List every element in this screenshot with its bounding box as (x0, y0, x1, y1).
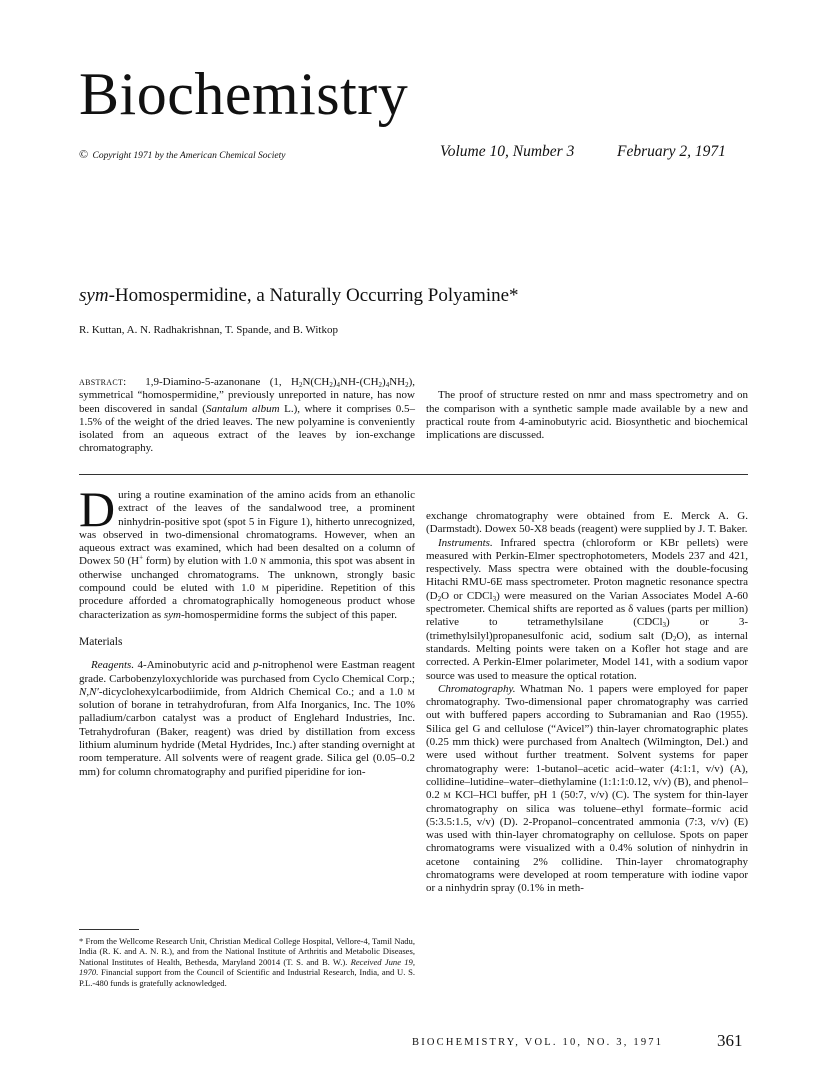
footnote-rule (79, 929, 139, 930)
page-number: 361 (717, 1031, 743, 1050)
issue-date: February 2, 1971 (617, 143, 726, 160)
body-left-column (79, 481, 415, 779)
volume-number: Volume 10, Number 3 (440, 143, 575, 160)
chromatography-paragraph: Chromatography. Whatman No. 1 papers were employed for paper chromatography. Two-dimensional paper chromatography was carried out with buffered papers according to Subramanian and Rao (1955). Silica gel G and cellulose (“Avicel”) thin-layer chromatographic plates (0.25 mm thick) were purchased from Analtech (Wilmington, Del.) and were used without further treatment. Solvent systems for paper chromatography were: 1-butanol–acetic acid–water (4:1:1, v/v) (A), collidine–lutidine–water–diethylamine (1:1:1:0.12, v/v) (B), and phenol–0.2 m KCl–HCl buffer, pH 1 (50:7, v/v) (C). The system for thin-layer chromatography on silica was toluene–ethyl formate–formic acid (5:3.5:1.5, v/v) (D). 2-Propanol–concentrated ammonia (7:3, v/v) (E) was used with thin-layer chromatography on cellulose. Spots on paper chromatograms were visualized with a 0.4% solution of ninhydrin in acetone containing 2% collidine. Thin-layer chromatography chromatograms were developed at room temperature with iodine vapor or a ninhydrin spray (0.1% in meth- (426, 682, 749, 895)
intro-paragraph: During a routine examination of the amino acids from an ethanolic extract of the leaves of the sandalwood tree, a prominent ninhydrin-positive spot (spot 5 in Figure 1), hitherto unrecognized, was observed in two-dimensional chromatograms. However, when an aqueous extract was examined, which had been desalted on a column of Dowex 50 (H+ form) by elution with 1.0 n ammonia, this spot was absent in otherwise unchanged chromatograms. The unknown, strongly basic compound could be eluted with 1.0 m piperidine. Repetition of this procedure afforded a chromatographically homogeneous product whose characterization as sym-homospermidine forms the subject of this paper. (79, 481, 415, 621)
drop-cap: D (79, 481, 116, 537)
right-continuation: exchange chromatography were obtained from E. Merck A. G. (Darmstadt). Dowex 50-X8 beads (reagent) were supplied by J. T. Baker. (426, 510, 748, 536)
running-footer: BIOCHEMISTRY, VOL. 10, NO. 3, 1971 (412, 1037, 664, 1048)
author-list: R. Kuttan, A. N. Radhakrishnan, T. Spande, and B. Witkop (79, 324, 338, 336)
abstract-right (426, 376, 748, 442)
copyright-line (79, 147, 285, 162)
abstract-paragraph-1: abstract: 1,9-Diamino-5-azanonane (1, $H_2N(CH_2)_4NH-(CH_2)_4NH_2$), symmetrical “homospermidine,” previously unreported in nature, has now been discovered in sandal (Santalum album L.), where it comprises 0.5–1.5% of the weight of the dried leaves. The new polyamine is conveniently isolated from an aqueous extract of the leaves by ion-exchange chromatography. (79, 376, 416, 455)
abstract-left (79, 376, 415, 456)
section-divider (79, 474, 748, 475)
instruments-paragraph: Instruments. Infrared spectra (chloroform or KBr pellets) were measured with Perkin-Elmer spectrophotometers, Models 237 and 421, respectively. Mass spectra were obtained with the double-focusing Hitachi RMU-6E mass spectrometer. Proton magnetic resonance spectra ($D_2O$ or CDCl$_3$) were measured on the Varian Associates Model A-60 spectrometer. Chemical shifts are reported as δ values (parts per million) relative to tetramethylsilane (CDCl$_3$) or 3-(trimethylsilyl)propanesulfonic acid, sodium salt $(D_2O)$, as internal standards. Melting points were taken on a Kofler hot stage and are corrected. A Perkin-Elmer polarimeter, Model 141, with a sodium vapor source was used to measure the optical rotation. (426, 536, 749, 682)
copyright-text: Copyright 1971 by the American Chemical Society (92, 151, 286, 161)
materials-heading: Materials (79, 635, 123, 648)
body-right-column (426, 510, 748, 896)
reagents-paragraph: Reagents. 4-Aminobutyric acid and p-nitrophenol were Eastman reagent grade. Carbobenzyloxychloride was purchased from Cyclo Chemical Corp.; N,N′-dicyclohexylcarbodiimide, from Aldrich Chemical Co.; and a 1.0 m solution of borane in tetrahydrofuran, from Alfa Inorganics, Inc. The 10% palladium/carbon catalyst was a product of Englehard Industries, Inc. Tetrahydrofuran (Baker, reagent) was dried by distillation from excess lithium aluminum hydride (Metal Hydrides, Inc.) after standing overnight at room temperature. All solvents were of reagent grade. Silica gel (0.05–0.2 mm) for column chromatography and purified piperidine for ion- (79, 659, 415, 778)
article-title: sym-Homospermidine, a Naturally Occurring Polyamine* (79, 285, 519, 306)
copyright-symbol: © (79, 147, 89, 161)
journal-title: Biochemistry (79, 61, 409, 127)
abstract-paragraph-2: The proof of structure rested on nmr and mass spectrometry and on the comparison with a synthetic sample made available by a new and practical route from 4-aminobutyric acid. Biosynthetic and biochemical implications are discussed. (426, 389, 748, 442)
footnote: * From the Wellcome Research Unit, Christian Medical College Hospital, Vellore-4, Tamil Nadu, India (R. K. and A. N. R.), and from the National Institute of Arthritis and Metabolic Diseases, National Institutes of Health, Bethesda, Maryland 20014 (T. S. and B. W.). Received June 19, 1970. Financial support from the Council of Scientific and Industrial Research, India, and U. S. P.L.-480 funds is gratefully acknowledged. (79, 936, 415, 988)
